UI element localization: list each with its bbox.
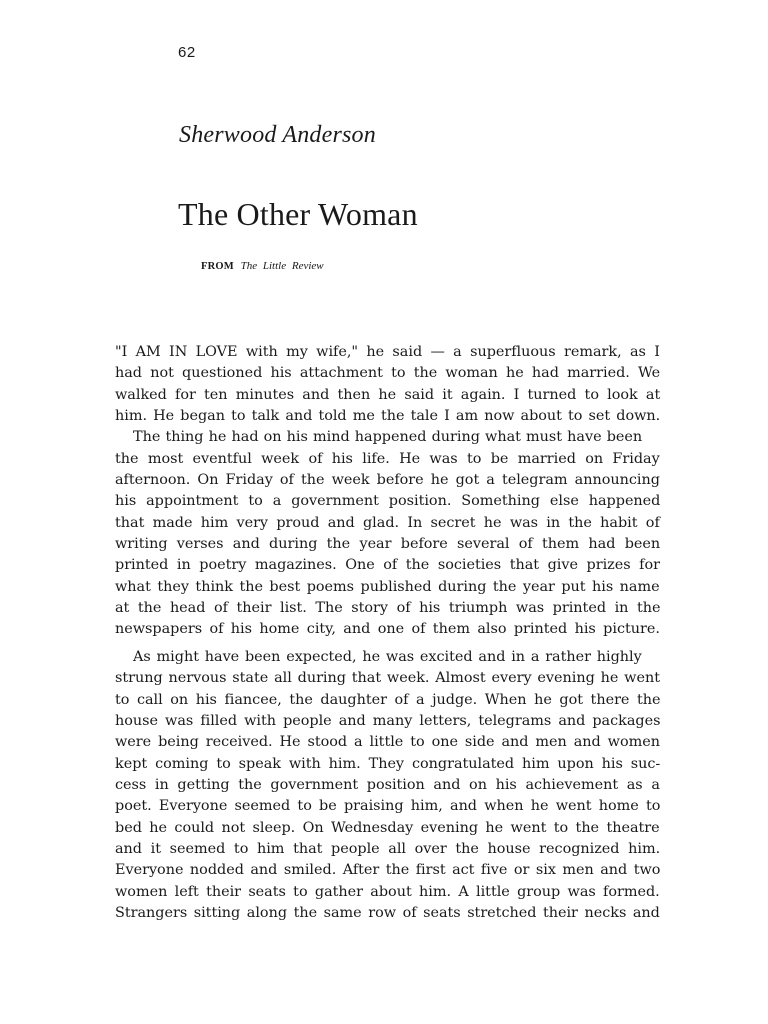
text-line: poet. Everyone seemed to be praising him, and when he went home to: [115, 798, 661, 815]
text-line: The thing he had on his mind happened during what must have been: [133, 429, 643, 446]
text-line: Strangers sitting along the same row of seats stretched their necks and: [115, 904, 660, 921]
text-line: the most eventful week of his life. He was to be married on Friday: [115, 450, 660, 467]
source-line: [201, 260, 324, 272]
text-line: kept coming to speak with him. They congratulated him upon his suc-: [115, 755, 661, 772]
paragraph: [115, 647, 660, 924]
text-line: him. He began to talk and told me the tale I am now about to set down.: [115, 408, 661, 425]
text-line: strung nervous state all during that week. Almost every evening he went: [115, 670, 660, 687]
text-line: "I AM IN LOVE with my wife," he said — a superfluous remark, as I: [115, 344, 660, 360]
text-line: his appointment to a government position. Something else happened: [115, 493, 661, 510]
text-line: walked for ten minutes and then he said it again. I turned to look at: [115, 386, 661, 403]
story-title: The Other Woman: [178, 196, 418, 232]
text-line: had not questioned his attachment to the woman he had married. We: [115, 365, 661, 382]
text-line: bed he could not sleep. On Wednesday evening he went to the theatre: [115, 819, 660, 836]
text-line: cess in getting the government position and on his achievement as a: [115, 776, 660, 793]
text-line: Everyone nodded and smiled. After the first act five or six men and two: [115, 862, 661, 879]
page-number: 62: [178, 44, 196, 61]
text-line: newspapers of his home city, and one of them also printed his picture.: [115, 621, 660, 638]
text-line: As might have been expected, he was excited and in a rather highly: [133, 648, 642, 665]
text-line: women left their seats to gather about him. A little group was formed.: [115, 883, 660, 900]
text-line: that made him very proud and glad. In secret he was in the habit of: [115, 514, 660, 531]
text-line: at the head of their list. The story of his triumph was printed in the: [115, 600, 661, 617]
paragraph: [115, 427, 660, 640]
text-line: to call on his fiancee, the daughter of a judge. When he got there the: [115, 691, 661, 708]
text-line: and it seemed to him that people all over the house recognized him.: [115, 840, 661, 857]
source-publication: The Little Review: [240, 260, 324, 272]
text-line: writing verses and during the year before several of them had been: [115, 536, 661, 553]
text-line: afternoon. On Friday of the week before he got a telegram announcing: [115, 472, 660, 489]
source-prefix: FROM: [201, 261, 234, 272]
text-line: were being received. He stood a little to one side and men and women: [115, 734, 660, 751]
text-line: what they think the best poems published during the year put his name: [115, 578, 660, 595]
text-line: printed in poetry magazines. One of the societies that give prizes for: [115, 557, 660, 574]
text-line: house was filled with people and many letters, telegrams and packages: [115, 712, 661, 729]
author-name: Sherwood Anderson: [179, 122, 376, 148]
paragraph: [115, 342, 660, 427]
story-body: [115, 342, 660, 924]
